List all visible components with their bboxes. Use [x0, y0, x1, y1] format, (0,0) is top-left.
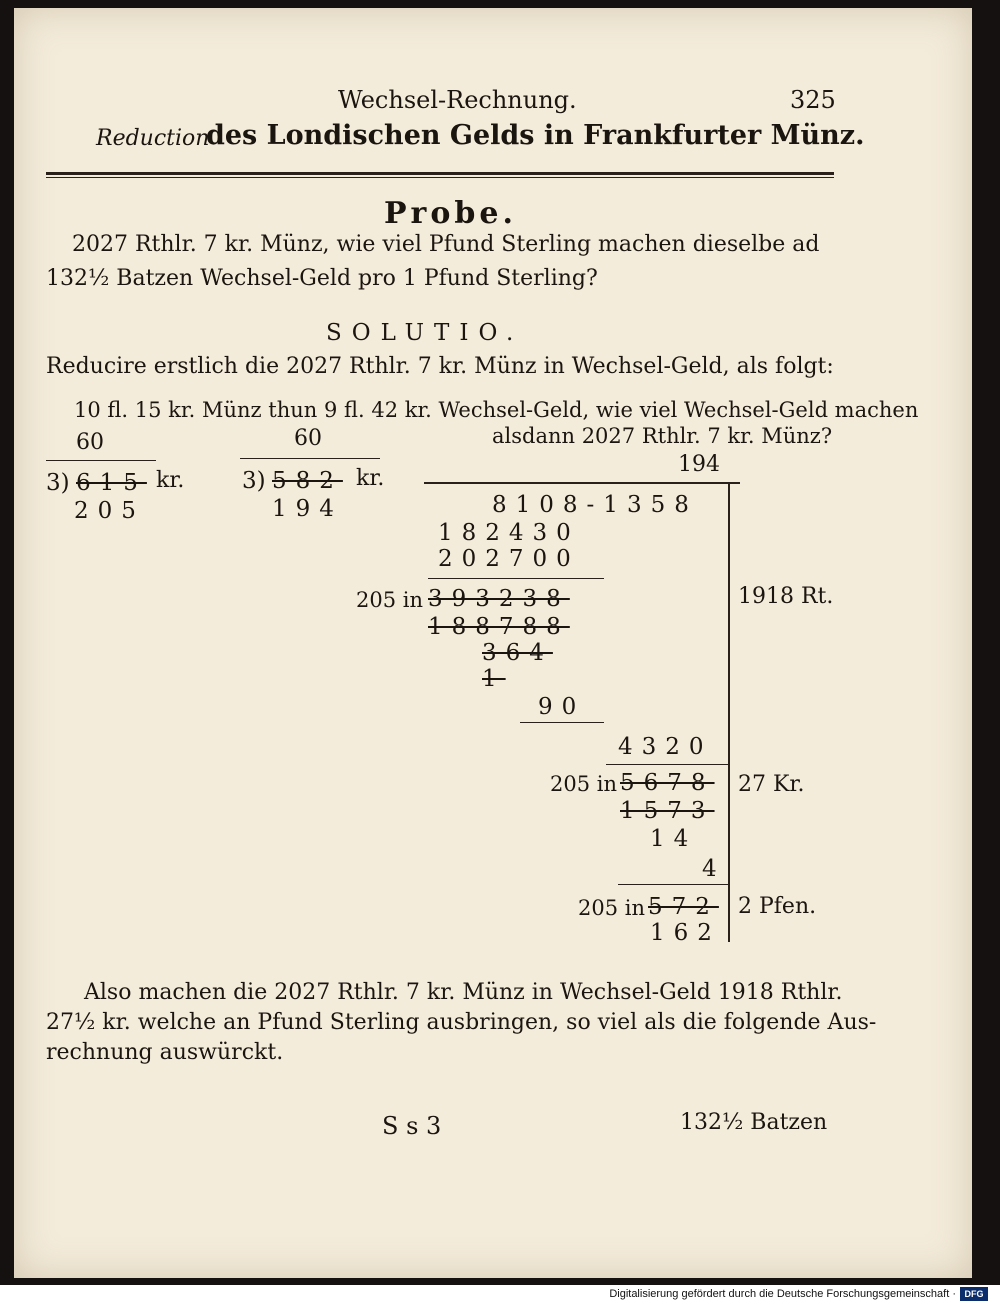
- rule-line-1: 10 fl. 15 kr. Münz thun 9 fl. 42 kr. Wechsel-Geld, wie viel Wechsel-Geld machen: [74, 398, 919, 422]
- rule-90: [520, 722, 604, 723]
- sixty-b: 60: [294, 426, 322, 451]
- footer-bar: [0, 1285, 1000, 1304]
- div2-remainder-3: 4: [702, 856, 726, 882]
- div1-dividend: 393238: [428, 586, 570, 612]
- conclusion-line-3: rechnung auswürckt.: [46, 1040, 284, 1065]
- rule-194: [424, 482, 740, 484]
- quotient-b: 194: [272, 496, 343, 522]
- div1-remainder-3: 1: [482, 666, 506, 692]
- result-rthlr: 1918 Rt.: [738, 584, 834, 609]
- subtitle: des Londischen Gelds in Frankfurter Münz.: [206, 120, 865, 151]
- result-kr: 27 Kr.: [738, 772, 805, 797]
- ninety: 90: [538, 694, 586, 720]
- divisor-a: 3): [46, 470, 70, 496]
- conclusion-line-1: Also machen die 2027 Rthlr. 7 kr. Münz in Wechsel-Geld 1918 Rthlr.: [84, 980, 843, 1005]
- question-line-1: 2027 Rthlr. 7 kr. Münz, wie viel Pfund Sterling machen dieselbe ad: [72, 232, 820, 257]
- quotient-a: 205: [74, 498, 145, 524]
- rule-60b: [240, 458, 380, 459]
- solutio-heading: SOLUTIO.: [326, 320, 524, 346]
- calc-vertical-rule: [728, 484, 730, 942]
- rule-60a: [46, 460, 156, 461]
- div1-remainder-2: 364: [482, 640, 553, 666]
- div1-remainder-1: 188788: [428, 614, 570, 640]
- divisor-b: 3): [242, 468, 266, 494]
- rule-4: [618, 884, 730, 885]
- unit-b: kr.: [356, 466, 385, 491]
- value-4320: 4320: [618, 734, 713, 760]
- conclusion-line-2: 27½ kr. welche an Pfund Sterling ausbringen, so viel als die folgende Aus-: [46, 1010, 877, 1035]
- multiplier: 194: [678, 452, 720, 477]
- question-line-2: 132½ Batzen Wechsel-Geld pro 1 Pfund Sterling?: [46, 266, 598, 291]
- rule-sum: [428, 578, 604, 579]
- div3-remainder-1: 162: [650, 920, 721, 946]
- div3-prefix: 205 in: [578, 896, 645, 920]
- div2-remainder-1: 1573: [620, 798, 715, 824]
- rule-line-2: alsdann 2027 Rthlr. 7 kr. Münz?: [492, 424, 833, 448]
- result-pfen: 2 Pfen.: [738, 894, 817, 919]
- section-title: Probe.: [384, 196, 517, 231]
- unit-a: kr.: [156, 468, 185, 493]
- div2-dividend: 5678: [620, 770, 715, 796]
- footer-credit: Digitalisierung gefördert durch die Deutsche Forschungsgemeinschaft ·: [609, 1288, 956, 1300]
- sixty-a: 60: [76, 430, 104, 455]
- rule-4320: [606, 764, 730, 765]
- div1-prefix: 205 in: [356, 588, 423, 612]
- subtitle-italic: Reduction: [96, 126, 210, 151]
- page-number: 325: [790, 86, 836, 114]
- dividend-a: 615: [76, 470, 147, 496]
- div3-dividend: 572: [648, 894, 719, 920]
- reduce-line: Reducire erstlich die 2027 Rthlr. 7 kr. Münz in Wechsel-Geld, als folgt:: [46, 354, 834, 379]
- dividend-b: 582: [272, 468, 343, 494]
- header-rule-thin: [46, 177, 834, 178]
- calc-row-2: 182430: [438, 520, 580, 546]
- catchword: 132½ Batzen: [680, 1110, 828, 1135]
- header-rule: [46, 172, 834, 175]
- dfg-logo: DFG: [960, 1287, 988, 1301]
- calc-row-1: 8108-1358: [492, 492, 698, 518]
- calc-row-3: 202700: [438, 546, 580, 572]
- div2-prefix: 205 in: [550, 772, 617, 796]
- signature-mark: S s 3: [382, 1112, 442, 1140]
- running-title: Wechsel-Rechnung.: [338, 86, 577, 114]
- div2-remainder-2: 14: [650, 826, 698, 852]
